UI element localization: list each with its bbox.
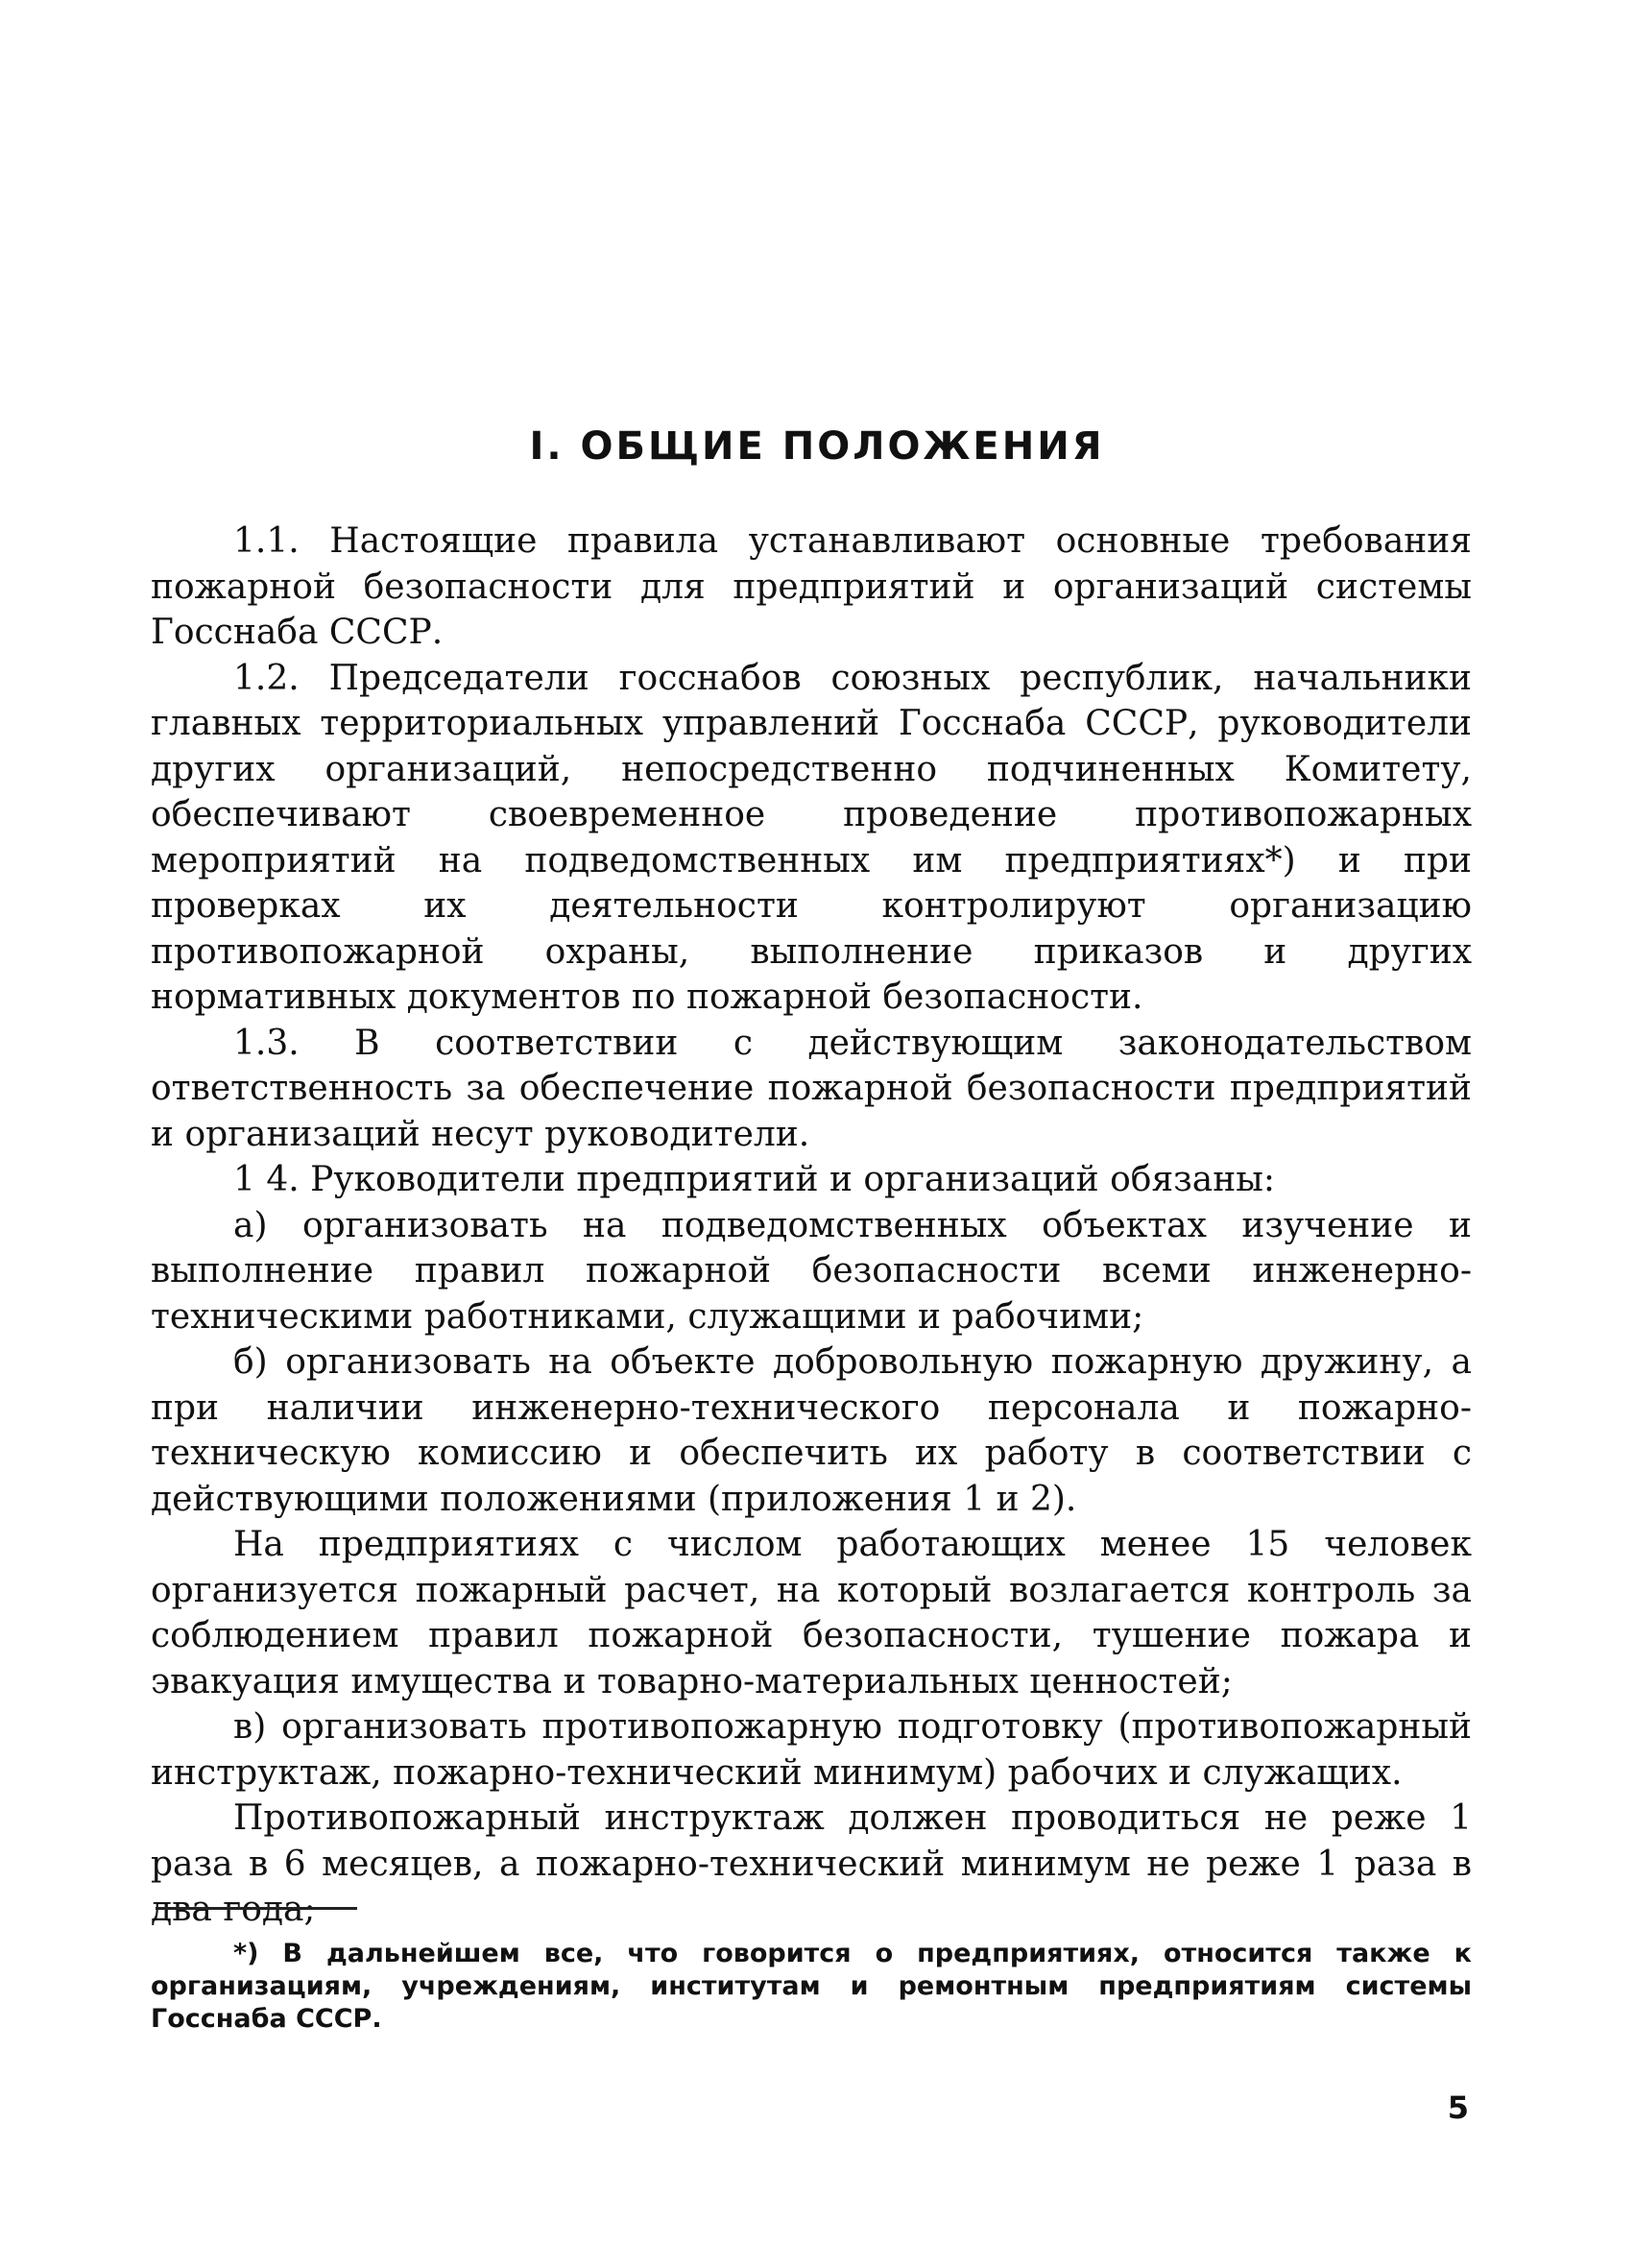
paragraph-fire-crew: На предприятиях с числом работающих менее 15 человек организуется пожарный расчет, на который возлагается контроль за соблюдением правил пожарной безопасности, тушение пожара и эвакуация имущества и товарно-материальных ценностей; <box>151 1525 1472 1701</box>
paragraph-1-4-v: в) организовать противопожарную подготовку (противопожарный инструктаж, пожарно-технический минимум) рабочих и служащих. <box>151 1707 1472 1793</box>
paragraph-1-4: 1 4. Руководители предприятий и организаций обязаны: <box>233 1160 1276 1199</box>
section-title: I. ОБЩИЕ ПОЛОЖЕНИЯ <box>529 424 1105 469</box>
paragraph-1-4-b: б) организовать на объекте добровольную пожарную дружину, а при наличии инженерно-технического персонала и пожарно-техническую комиссию и обеспечить их работу в соответствии с действующими положениями (приложения 1 и 2). <box>151 1342 1472 1519</box>
body-text <box>151 519 1472 1933</box>
paragraph-1-1: 1.1. Настоящие правила устанавливают основные требования пожарной безопасности для предприятий и организаций системы Госснаба СССР. <box>151 521 1472 652</box>
paragraph-briefing: Противопожарный инструктаж должен проводиться не реже 1 раза в 6 месяцев, а пожарно-технический минимум не реже 1 раза в два года; <box>151 1798 1472 1929</box>
paragraph-1-4-a: а) организовать на подведомственных объектах изучение и выполнение правил пожарной безопасности всеми инженерно-техническими работниками, служащими и рабочими; <box>151 1205 1472 1337</box>
paragraph-1-3: 1.3. В соответствии с действующим законодательством ответственность за обеспечение пожарной безопасности предприятий и организаций несут руководители. <box>151 1023 1472 1154</box>
page-number: 5 <box>1447 2089 1469 2126</box>
footnote-divider <box>156 1907 357 1910</box>
footnote: *) В дальнейшем все, что говорится о предприятиях, относится также к организациям, учреждениям, институтам и ремонтным предприятиям системы Госснаба СССР. <box>151 1939 1472 2034</box>
paragraph-1-2: 1.2. Председатели госснабов союзных республик, начальники главных территориальных управлений Госснаба СССР, руководители других организаций, непосредственно подчиненных Комитету, обеспечивают своевременное проведение противопожарных мероприятий на подведомственных им предприятиях*) и при проверках их деятельности контролируют организацию противопожарной охраны, выполнение приказов и других нормативных документов по пожарной безопасности. <box>151 658 1472 1017</box>
